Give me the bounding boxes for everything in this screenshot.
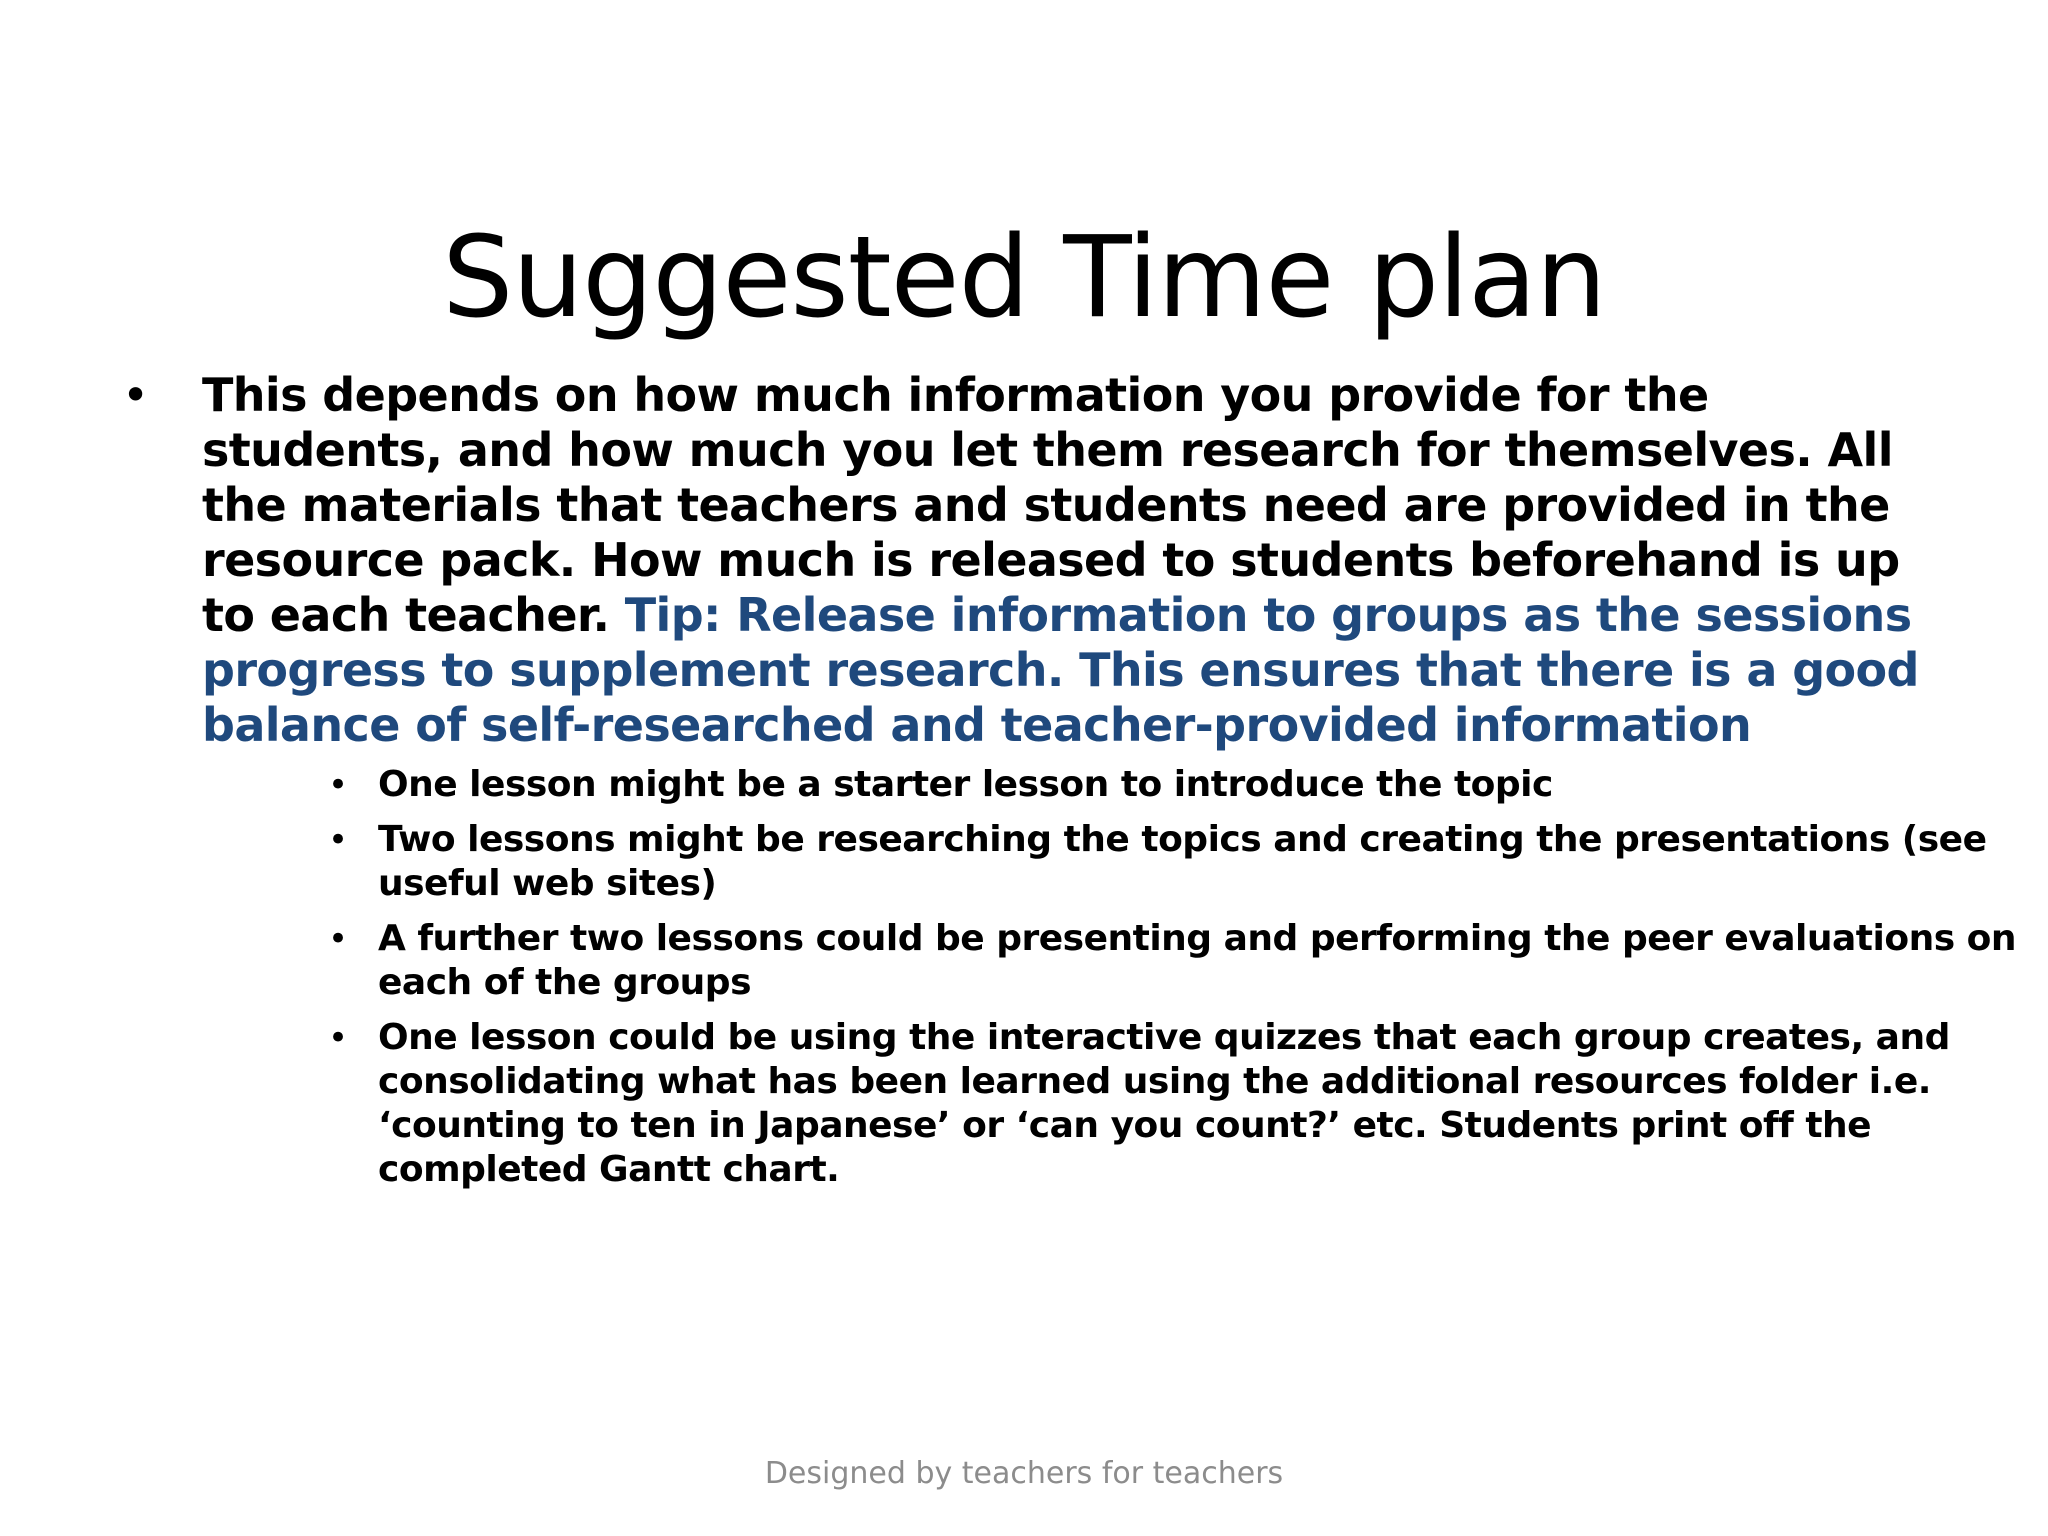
sub-bullet-text: A further two lessons could be presenting and performing the peer evaluations on each of the groups [378,918,2017,1003]
sub-bullet-list [328,763,2028,1192]
bullet-icon: • [122,368,149,422]
sub-bullet [328,763,2028,807]
sub-bullet-text: Two lessons might be researching the topics and creating the presentations (see useful web sites) [378,819,1987,904]
slide-body [120,368,2017,1203]
bullet-icon: • [328,1018,348,1058]
bullet-icon: • [328,765,348,805]
bullet-icon: • [328,919,348,959]
main-bullet [120,368,1920,753]
main-bullet-text: This depends on how much information you provide for the students, and how much you let them research for themselves. All the materials that teachers and students need are provided in the resource pack. How much is released to students beforehand is up to each teacher. [202,368,1900,642]
bullet-icon: • [328,820,348,860]
sub-bullet-text: One lesson could be using the interactive quizzes that each group creates, and consolidating what has been learned using the additional resources folder i.e. ‘counting to ten in Japanese’ or ‘can you count?’ etc. Students print off the completed Gantt chart. [378,1017,1950,1190]
sub-bullet [328,818,2028,906]
tip-text: Tip: Release information to groups as the sessions progress to supplement research. This ensures that there is a good balance of self-researched and teacher-provided information [202,588,1919,752]
slide-footer: Designed by teachers for teachers [764,1456,1284,1491]
sub-bullet-text: One lesson might be a starter lesson to introduce the topic [378,764,1553,805]
sub-bullet [328,917,2028,1005]
sub-bullet [328,1016,2028,1192]
slide-title: Suggested Time plan [442,213,1606,344]
